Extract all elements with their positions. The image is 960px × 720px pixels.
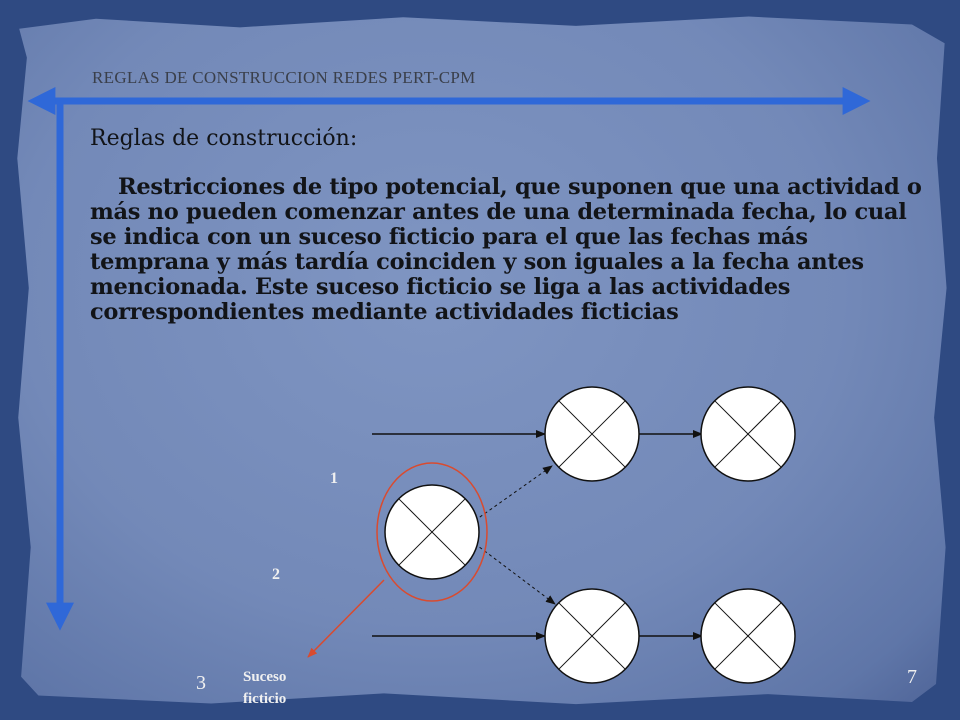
slide-subtitle: Reglas de construcción: xyxy=(90,126,358,151)
slide-number: 7 xyxy=(907,666,917,688)
dummy-event-label-line2: ficticio xyxy=(243,691,287,707)
label-two: 2 xyxy=(272,566,280,583)
slide-body-text: Restricciones de tipo potencial, que suponen que una actividad o más no pueden comenzar antes de una determinada fecha, lo cual se indica con un suceso ficticio para el que las fechas más temprana y más tardía coinciden y son iguales a la fecha antes mencionada. Este suceso ficticio se liga a las actividades correspondientes mediante actividades ficticias xyxy=(90,174,922,325)
node-top-left xyxy=(545,387,639,481)
label-one: 1 xyxy=(330,470,338,487)
node-top-right xyxy=(701,387,795,481)
dummy-event-label-line1: Suceso xyxy=(243,669,287,685)
dummy-event-label xyxy=(243,666,286,710)
label-three: 3 xyxy=(196,672,206,694)
node-dummy-event xyxy=(385,485,479,579)
dummy-event-pointer-arrow xyxy=(308,580,384,657)
dummy-activity-up xyxy=(470,466,552,524)
node-bottom-left xyxy=(545,589,639,683)
slide-header: REGLAS DE CONSTRUCCION REDES PERT-CPM xyxy=(92,68,476,87)
node-bottom-right xyxy=(701,589,795,683)
dummy-activity-down xyxy=(470,540,555,604)
